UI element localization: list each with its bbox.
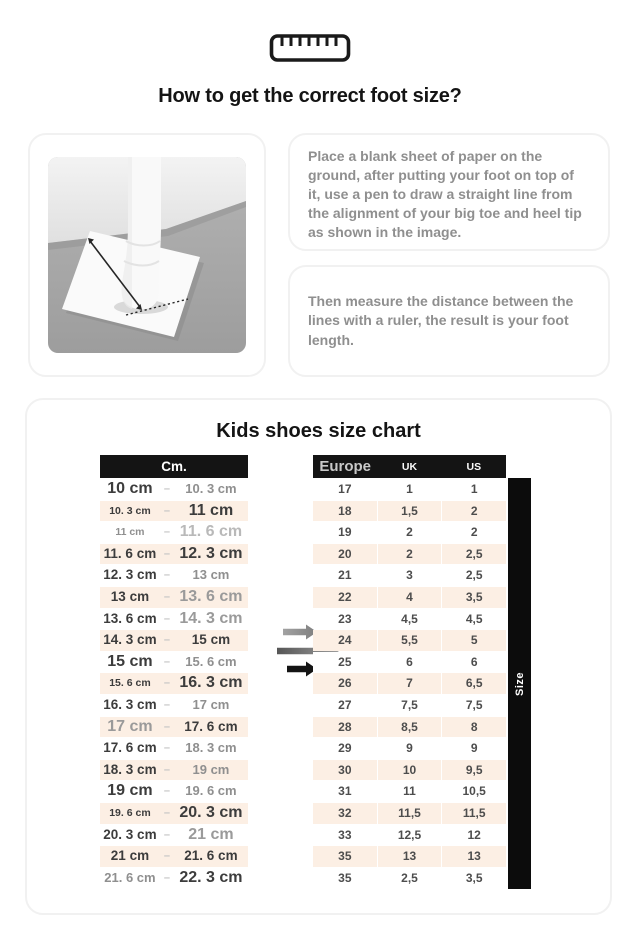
page-title: How to get the correct foot size? (158, 85, 462, 107)
us-size-cell: 2,5 (442, 544, 506, 565)
eu-size-cell: 24 (313, 630, 377, 651)
eu-table-row (313, 695, 506, 716)
cm-range-from: 17 cm (107, 717, 153, 735)
cm-row (100, 609, 248, 630)
cm-range-from: 10. 3 cm (109, 504, 151, 517)
cm-range-to: 13 cm (192, 567, 230, 583)
eu-table-row (313, 825, 506, 846)
header-uk: UK (401, 460, 418, 473)
cm-range-from: 14. 3 cm (103, 632, 157, 648)
range-separator: – (163, 483, 170, 495)
cm-range-from: 21. 6 cm (104, 869, 156, 885)
us-size-cell: 8 (442, 717, 506, 738)
cm-range-from: 12. 3 cm (103, 567, 157, 583)
uk-size-cell: 7,5 (378, 695, 442, 716)
eu-table-row (313, 652, 506, 673)
instruction-step-1: Place a blank sheet of paper on the ground, after putting your foot on top of it, use a pen to draw a straight line from the alignment of your big toe and heel tip as shown in the image. (308, 148, 582, 241)
eu-table-row (313, 479, 506, 500)
range-separator: – (163, 526, 170, 539)
eu-table-row (313, 846, 506, 867)
cm-row (100, 781, 248, 802)
uk-size-cell: 2 (378, 544, 442, 565)
us-size-cell: 7,5 (442, 695, 506, 716)
cm-row (100, 565, 248, 586)
us-size-cell: 10,5 (442, 781, 506, 802)
cm-range-from: 21 cm (110, 848, 150, 864)
eu-table-row (313, 717, 506, 738)
uk-size-cell: 2,5 (378, 868, 442, 889)
measure-photo-card (28, 133, 266, 377)
cm-range-from: 15. 6 cm (109, 677, 151, 690)
range-separator: – (163, 742, 170, 755)
cm-range-from: 19. 6 cm (109, 806, 151, 819)
eu-table-row (313, 760, 506, 781)
eu-table-row (313, 609, 506, 630)
header-us: US (466, 460, 482, 473)
eu-size-cell: 26 (313, 673, 377, 694)
cm-row (100, 652, 248, 673)
uk-size-cell: 1 (378, 479, 442, 500)
range-separator: – (163, 785, 170, 798)
cm-range-to: 18. 3 cm (185, 740, 237, 756)
cm-row (100, 846, 248, 867)
range-separator: – (163, 612, 170, 625)
us-size-cell: 6 (442, 652, 506, 673)
cm-table-header: Cm. (100, 455, 248, 478)
cm-row (100, 825, 248, 846)
size-bar (508, 478, 531, 889)
eu-table-rows (313, 479, 506, 888)
us-size-cell: 13 (442, 846, 506, 867)
range-separator: – (163, 806, 170, 819)
us-size-cell: 3,5 (442, 868, 506, 889)
us-size-cell: 9,5 (442, 760, 506, 781)
eu-size-cell: 35 (313, 868, 377, 889)
cm-range-from: 19 cm (107, 782, 153, 800)
instruction-box-2 (288, 265, 610, 377)
us-size-cell: 4,5 (442, 609, 506, 630)
range-separator: – (163, 655, 170, 668)
us-size-cell: 1 (442, 479, 506, 500)
cm-table-rows (100, 479, 248, 888)
us-size-cell: 12 (442, 825, 506, 846)
uk-size-cell: 2 (378, 522, 442, 543)
cm-range-to: 11 cm (188, 501, 234, 519)
eu-table-row (313, 587, 506, 608)
uk-size-cell: 1,5 (378, 501, 442, 522)
eu-size-cell: 28 (313, 717, 377, 738)
cm-range-to: 15 cm (191, 632, 231, 648)
uk-size-cell: 8,5 (378, 717, 442, 738)
eu-table-row (313, 630, 506, 651)
cm-range-to: 14. 3 cm (179, 609, 243, 627)
uk-size-cell: 13 (378, 846, 442, 867)
uk-size-cell: 11,5 (378, 803, 442, 824)
cm-range-from: 11 cm (115, 526, 145, 539)
cm-range-to: 20. 3 cm (179, 803, 243, 821)
us-size-cell: 9 (442, 738, 506, 759)
eu-size-cell: 20 (313, 544, 377, 565)
range-separator: – (163, 590, 170, 603)
uk-size-cell: 12,5 (378, 825, 442, 846)
cm-range-from: 13. 6 cm (103, 610, 157, 626)
range-separator: – (163, 634, 170, 647)
cm-range-to: 19. 6 cm (185, 783, 237, 799)
cm-row (100, 760, 248, 781)
eu-size-cell: 18 (313, 501, 377, 522)
eu-size-cell: 21 (313, 565, 377, 586)
eu-size-cell: 33 (313, 825, 377, 846)
uk-size-cell: 3 (378, 565, 442, 586)
foot-measure-photo (48, 157, 246, 353)
cm-range-from: 16. 3 cm (103, 696, 157, 712)
cm-row (100, 673, 248, 694)
cm-range-from: 10 cm (107, 480, 153, 497)
eu-table-row (313, 803, 506, 824)
cm-range-from: 20. 3 cm (103, 826, 157, 842)
eu-size-cell: 32 (313, 803, 377, 824)
cm-range-to: 16. 3 cm (179, 674, 243, 692)
size-chart-title: Kids shoes size chart (216, 420, 421, 442)
cm-row (100, 868, 248, 889)
eu-table-row (313, 738, 506, 759)
eu-size-cell: 30 (313, 760, 377, 781)
eu-size-cell: 27 (313, 695, 377, 716)
us-size-cell: 2 (442, 522, 506, 543)
cm-range-to: 17. 6 cm (184, 718, 238, 734)
cm-range-from: 15 cm (107, 652, 153, 670)
size-chart-card (25, 398, 612, 915)
range-separator: – (163, 720, 170, 733)
eu-size-cell: 19 (313, 522, 377, 543)
uk-size-cell: 5,5 (378, 630, 442, 651)
eu-table-row (313, 501, 506, 522)
us-size-cell: 11,5 (442, 803, 506, 824)
instruction-step-2: Then measure the distance between the lines with a ruler, the result is your foot length. (308, 293, 574, 348)
us-size-cell: 3,5 (442, 587, 506, 608)
eu-table-row (313, 868, 506, 889)
cm-range-from: 18. 3 cm (103, 761, 157, 777)
range-separator: – (163, 677, 170, 690)
uk-size-cell: 4,5 (378, 609, 442, 630)
cm-row (100, 587, 248, 608)
uk-size-cell: 9 (378, 738, 442, 759)
eu-size-cell: 35 (313, 846, 377, 867)
eu-size-cell: 22 (313, 587, 377, 608)
us-size-cell: 2 (442, 501, 506, 522)
ruler-icon-svg (269, 33, 351, 63)
cm-range-to: 11. 6 cm (179, 523, 243, 541)
eu-size-cell: 31 (313, 781, 377, 802)
cm-range-to: 10. 3 cm (185, 481, 237, 496)
cm-range-to: 22. 3 cm (179, 868, 243, 886)
range-separator: – (163, 547, 170, 560)
uk-size-cell: 10 (378, 760, 442, 781)
range-separator: – (163, 850, 170, 863)
cm-row (100, 738, 248, 759)
cm-row (100, 803, 248, 824)
cm-row (100, 522, 248, 543)
eu-table-row (313, 565, 506, 586)
eu-size-cell: 29 (313, 738, 377, 759)
us-size-cell: 2,5 (442, 565, 506, 586)
uk-size-cell: 7 (378, 673, 442, 694)
size-bar-label: Size (513, 671, 526, 696)
cm-range-to: 17 cm (192, 696, 230, 712)
cm-range-from: 17. 6 cm (103, 740, 157, 756)
eu-size-cell: 23 (313, 609, 377, 630)
us-size-cell: 5 (442, 630, 506, 651)
eu-size-cell: 25 (313, 652, 377, 673)
us-size-cell: 6,5 (442, 673, 506, 694)
cm-range-to: 21 cm (188, 825, 234, 843)
eu-table-row (313, 781, 506, 802)
range-separator: – (163, 569, 170, 582)
range-separator: – (163, 871, 170, 884)
eu-table-row (313, 522, 506, 543)
eu-table-row (313, 544, 506, 565)
range-separator: – (163, 763, 170, 776)
cm-table (100, 455, 248, 888)
cm-range-to: 15. 6 cm (185, 653, 237, 669)
cm-row (100, 630, 248, 651)
cm-range-to: 13. 6 cm (179, 587, 243, 605)
range-separator: – (163, 504, 170, 517)
foot-on-paper-illustration (48, 157, 246, 353)
cm-row (100, 717, 248, 738)
ruler-icon (0, 33, 620, 68)
cm-range-to: 19 cm (192, 761, 230, 777)
cm-row (100, 479, 248, 500)
eu-table-header (313, 455, 506, 478)
uk-size-cell: 6 (378, 652, 442, 673)
cm-row (100, 544, 248, 565)
cm-range-from: 11. 6 cm (103, 545, 157, 561)
eu-size-table (313, 455, 506, 888)
eu-size-cell: 17 (313, 479, 377, 500)
uk-size-cell: 11 (378, 781, 442, 802)
header-europe: Europe (319, 458, 371, 475)
instruction-box-1 (288, 133, 610, 251)
cm-row (100, 501, 248, 522)
range-separator: – (163, 698, 170, 711)
eu-table-row (313, 673, 506, 694)
cm-range-to: 12. 3 cm (179, 544, 243, 562)
cm-range-to: 21. 6 cm (184, 848, 238, 864)
range-separator: – (163, 828, 170, 841)
uk-size-cell: 4 (378, 587, 442, 608)
cm-row (100, 695, 248, 716)
cm-range-from: 13 cm (110, 588, 150, 604)
